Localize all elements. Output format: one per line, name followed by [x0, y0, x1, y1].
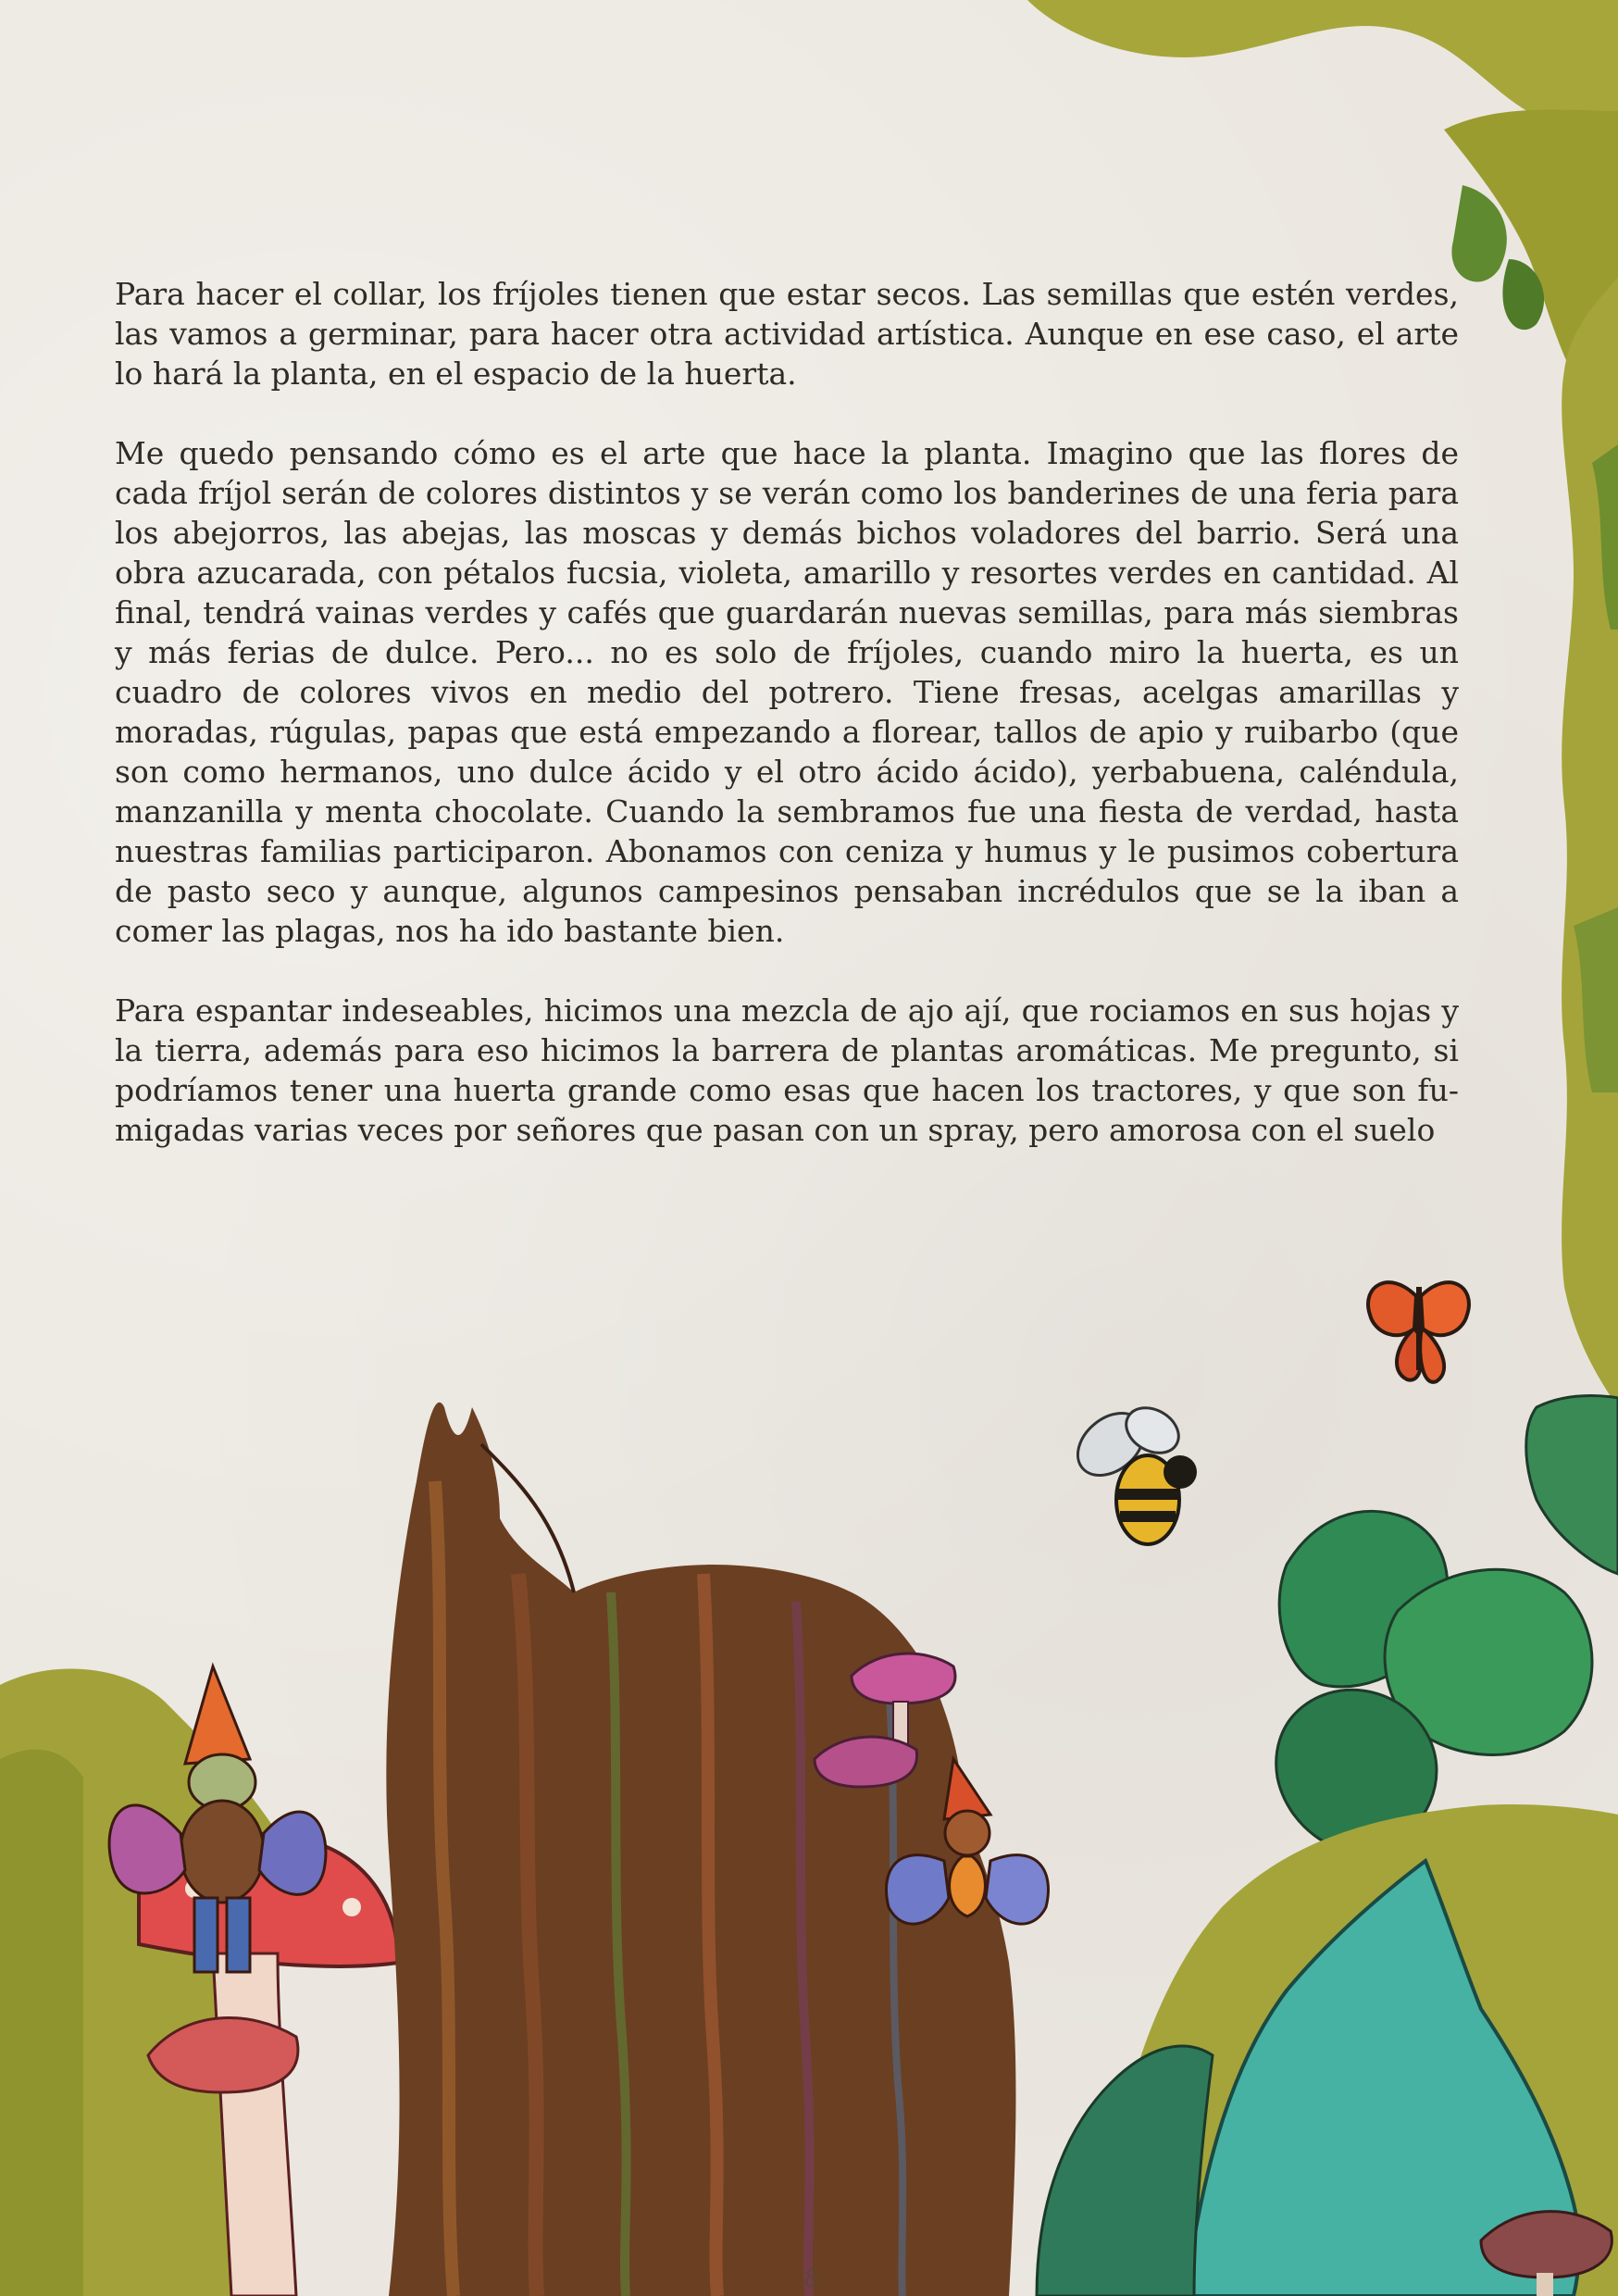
- page-number: 8: [803, 2265, 820, 2292]
- green-leaves: [1276, 1396, 1618, 1853]
- butterfly-illustration: [1368, 1282, 1469, 1382]
- right-foliage: [1562, 278, 1618, 1407]
- paragraph-3: Para espantar indeseables, hicimos una mezcla de ajo ají, que rociamos en sus hojas y la tierra, además para eso hicimos la barrera de plantas aromáticas. Me pregunto, si podríamos tener una huerta grande como esas que hacen los tractores, y que son fumigadas varias veces por señores que pasan con un spray, pero amorosa con el suelo: [115, 992, 1459, 1148]
- bee-illustration: [1065, 1399, 1197, 1544]
- body-text: [115, 274, 1459, 1190]
- tree-stump: [386, 1403, 1015, 2296]
- paragraph-2: Me quedo pensando cómo es el arte que hace la planta. Imagino que las flores de cada fríjol serán de colores distintos y se verán como los banderines de una feria para los abejorros, las abejas, las moscas y demás bichos voladores del barrio. Será una obra azucarada, con pétalos fucsia, violeta, amarillo y resortes verdes en cantidad. Al final, tendrá vainas verdes y cafés que guardarán nuevas semillas, para más siembras y más ferias de dulce. Pero... no es solo de fríjoles, cuando miro la huerta, es un cuadro de colores vivos en medio del potrero. Tiene fresas, acelgas amarillas y moradas, rúgulas, papas que está empezando a florear, tallos de apio y ruibarbo (que son como hermanos, uno dulce ácido y el otro ácido ácido), yerbabuena, caléndula, manzanilla y menta chocolate. Cuando la sembramos fue una fiesta de verdad, hasta nuestras familias participaron. Abonamos con ceniza y humus y le pusimos cobertura de pasto seco y aunque, algunos campesinos pensaban incrédulos que se la iban a comer las plagas, nos ha ido bastante bien.: [115, 435, 1459, 949]
- paragraph-1: Para hacer el collar, los fríjoles tienen que estar secos. Las semillas que estén verdes, las vamos a germinar, para hacer otra actividad artística. Aunque en ese caso, el arte lo hará la planta, en el espacio de la huerta.: [115, 276, 1459, 392]
